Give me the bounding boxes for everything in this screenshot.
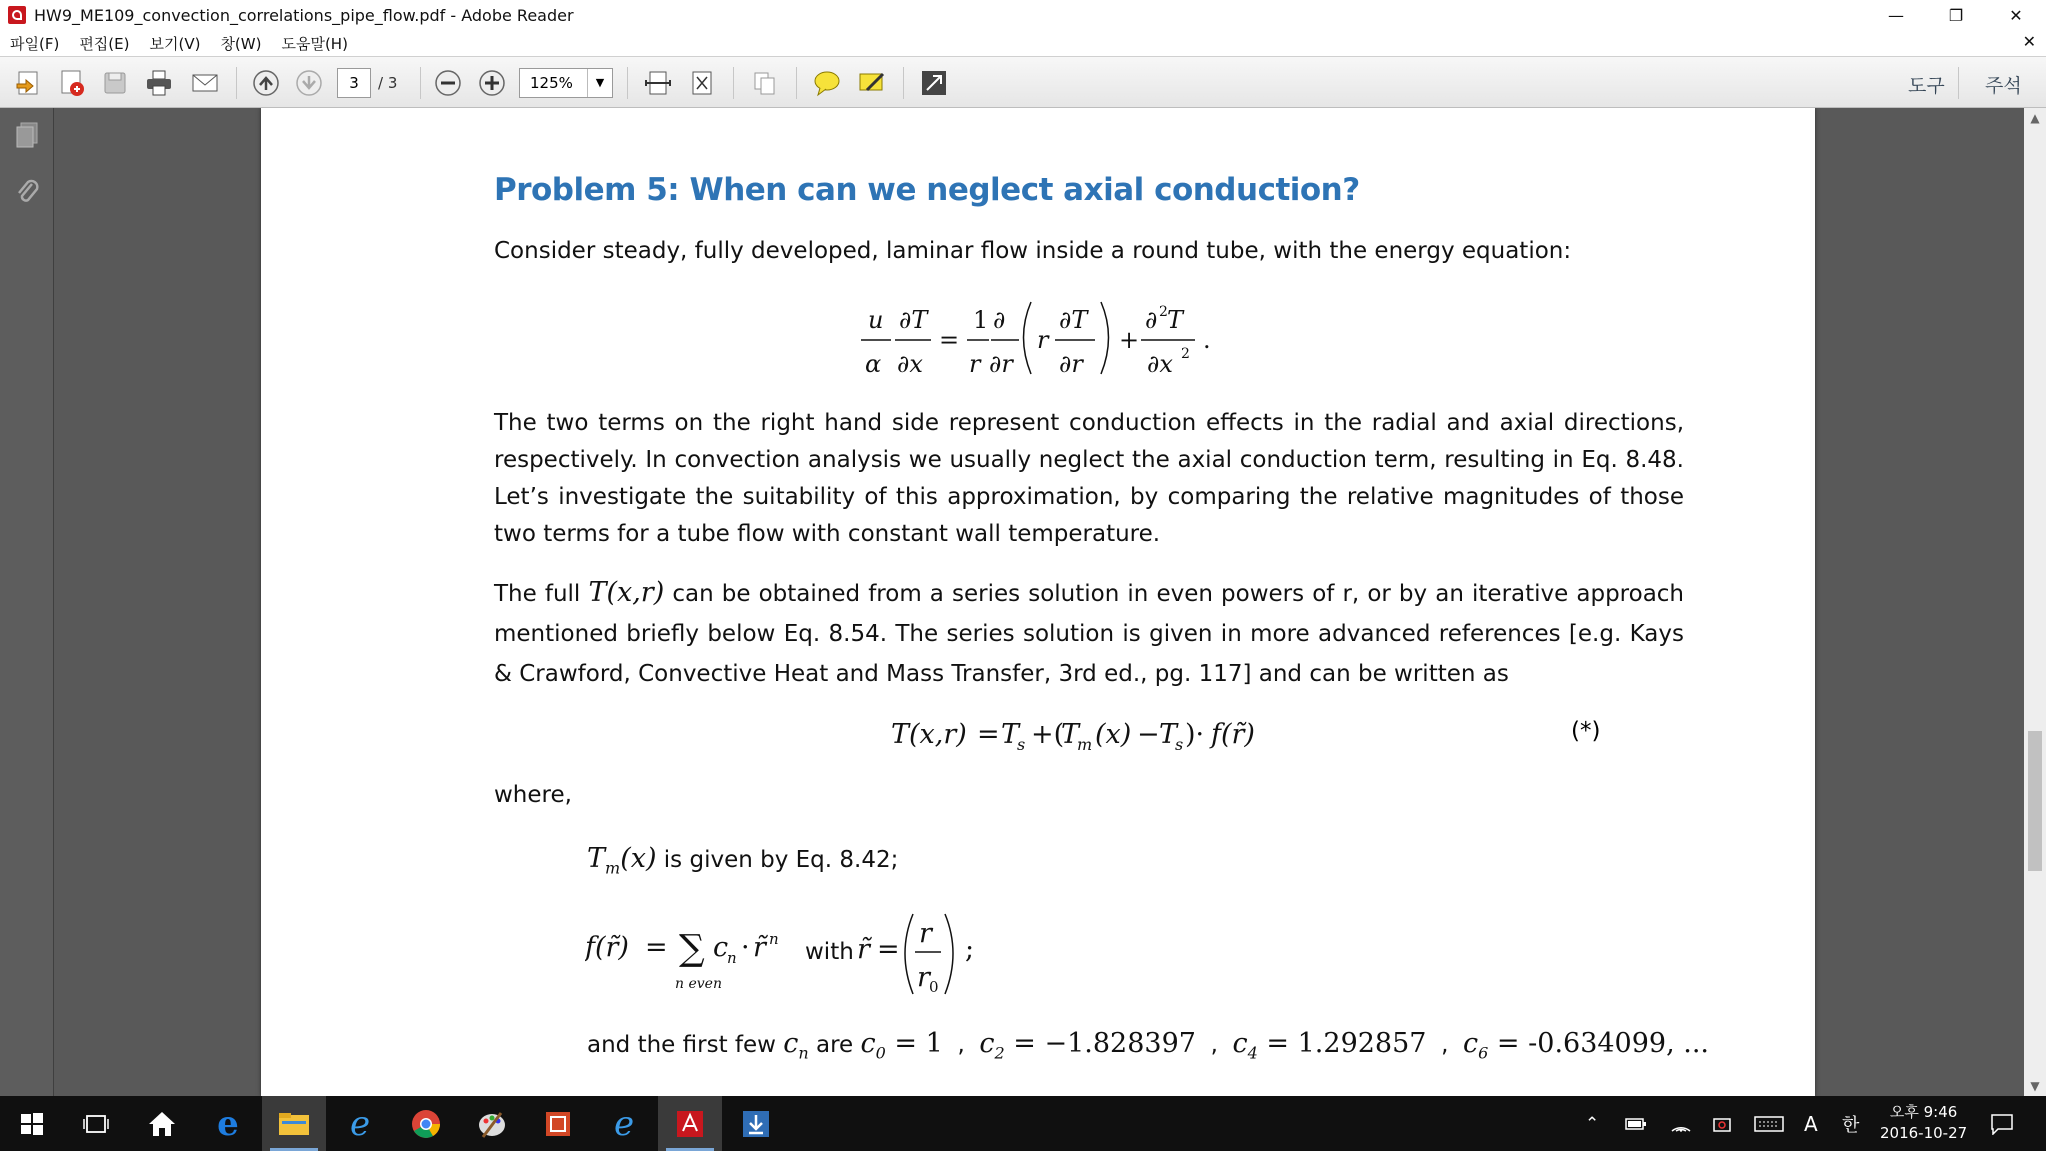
svg-text:r: r [1037, 326, 1049, 354]
clock-date: 2016-10-27 [1880, 1124, 1968, 1142]
ie-icon-2[interactable]: e [613, 1103, 635, 1144]
svg-text:∂r: ∂r [989, 350, 1013, 378]
svg-text:;: ; [965, 934, 975, 965]
next-page-icon[interactable] [292, 66, 326, 100]
downloads-icon[interactable] [724, 1096, 788, 1151]
svg-text:u: u [868, 306, 884, 334]
svg-text:r: r [969, 350, 981, 378]
navigation-pane [0, 108, 54, 1096]
zoom-in-icon[interactable] [475, 66, 509, 100]
energy-equation [861, 292, 1301, 386]
chrome-icon[interactable] [394, 1096, 458, 1151]
comment-button[interactable]: 주석 [1985, 75, 2022, 97]
previous-page-icon[interactable] [249, 66, 283, 100]
fit-page-icon[interactable] [685, 66, 719, 100]
svg-text:∂r: ∂r [1059, 350, 1083, 378]
svg-text:T(x,r): T(x,r) [891, 719, 967, 750]
full-screen-icon[interactable] [917, 66, 951, 100]
intro-paragraph: Consider steady, fully developed, laminar flow inside a round tube, with the energy equation: [494, 238, 1572, 264]
svg-text:∂x: ∂x [1147, 350, 1173, 378]
svg-text:T: T [1061, 719, 1080, 750]
chevron-down-icon[interactable]: ▼ [587, 69, 612, 97]
svg-text:0: 0 [929, 978, 939, 996]
svg-text:f(r̃): f(r̃) [585, 932, 629, 963]
svg-text:T: T [1001, 719, 1020, 750]
svg-text:=: = [645, 932, 668, 963]
minimize-button[interactable]: — [1888, 5, 1904, 25]
svg-text:1: 1 [973, 306, 989, 334]
equation-label: (*) [1571, 718, 1601, 744]
toolbar [0, 56, 2046, 108]
attachments-icon[interactable] [12, 176, 42, 206]
file-explorer-icon[interactable] [262, 1096, 326, 1151]
svg-text:=: = [939, 326, 960, 354]
save-icon[interactable] [98, 66, 132, 100]
page-thumbnails-icon[interactable] [12, 120, 42, 150]
taskbar [0, 1096, 2046, 1151]
adobe-reader-icon [8, 6, 26, 24]
edge-browser-icon[interactable]: e [217, 1103, 239, 1144]
series-text-a: The full [494, 581, 581, 607]
c6-value: -0.634099, ... [1528, 1028, 1710, 1059]
menu-help[interactable]: 도움말(H) [281, 34, 348, 53]
series-paragraph [494, 573, 1684, 694]
series-text-b: can be obtained from a series solution in even powers of r, or by an iterative approach mentioned briefly below Eq. 8.54. The series solution is given in more advanced references [e.g. Kays & Crawford, Convective Heat and Mass Transfer, 3rd ed., pg. 117] and can be written as [494, 581, 1685, 687]
svg-text:+: + [1119, 326, 1140, 354]
r-tilde-definition [857, 908, 1007, 1002]
svg-text:r̃: r̃ [753, 932, 766, 963]
scroll-up-icon[interactable]: ▲ [2030, 111, 2040, 125]
svg-text:=: = [877, 934, 900, 965]
svg-text:m: m [1077, 735, 1093, 754]
svg-text:)·: )· [1185, 719, 1205, 750]
acrobat-reader-taskbar-icon[interactable] [658, 1096, 722, 1151]
camera-icon[interactable] [1712, 1096, 1732, 1151]
svg-text:∂: ∂ [993, 306, 1006, 334]
ime-mode-han[interactable]: 한 [1842, 1114, 1860, 1136]
taskbar-clock[interactable] [1880, 1102, 1967, 1144]
pdf-page [261, 108, 1815, 1096]
highlight-icon[interactable] [855, 66, 889, 100]
svg-text:=: = [977, 719, 1000, 750]
menu-edit[interactable]: 편집(E) [79, 34, 130, 53]
show-hidden-icons-icon[interactable]: ⌃ [1585, 1113, 1600, 1134]
tm-text: is given by Eq. 8.42; [663, 847, 899, 873]
svg-text:s: s [1175, 735, 1184, 754]
series-equation [891, 708, 1311, 762]
email-icon[interactable] [188, 66, 222, 100]
paint-icon[interactable] [460, 1096, 524, 1151]
tools-button[interactable]: 도구 [1908, 75, 1945, 97]
svg-text:+(: +( [1031, 719, 1065, 750]
menu-window[interactable]: 창(W) [220, 34, 262, 53]
copy-icon[interactable] [748, 66, 782, 100]
coefficients-line: and the first few $c_n$ are $c_0 = 1$ , $c_2 = -1.828397$ , $c_4 = 1.292857$ , $c_6 = -0.634099$, ... [587, 1028, 1710, 1063]
svg-text:α: α [865, 350, 882, 378]
wifi-icon[interactable] [1670, 1096, 1692, 1151]
svg-text:r: r [917, 962, 930, 993]
svg-text:s: s [1017, 735, 1026, 754]
scroll-down-icon[interactable]: ▼ [2030, 1079, 2040, 1093]
close-document-icon[interactable]: ✕ [2022, 32, 2036, 51]
close-button[interactable]: ✕ [2009, 5, 2023, 25]
svg-text:−: − [1137, 719, 1160, 750]
create-pdf-icon[interactable] [55, 66, 89, 100]
svg-text:r: r [919, 918, 932, 949]
page-total: / 3 [378, 74, 398, 92]
svg-text:2: 2 [1181, 346, 1190, 362]
svg-text:n: n [769, 930, 779, 948]
clock-time: 오후 9:46 [1889, 1103, 1958, 1121]
svg-text:∑: ∑ [679, 928, 705, 969]
where-label: where, [494, 782, 572, 808]
svg-text:n even: n even [675, 976, 722, 992]
svg-text:T: T [1167, 306, 1184, 334]
home-icon[interactable] [130, 1096, 194, 1151]
start-button[interactable] [0, 1096, 64, 1151]
svg-text:∂T: ∂T [1059, 306, 1088, 334]
document-view[interactable] [54, 108, 2024, 1096]
c0-value: 1 [925, 1028, 943, 1059]
svg-text:∂: ∂ [1145, 306, 1158, 334]
zoom-level: 125% [530, 74, 573, 92]
menu-file[interactable]: 파일(F) [10, 34, 60, 53]
office-app-icon[interactable] [526, 1096, 590, 1151]
with-label: with [805, 939, 854, 965]
tm-definition: $T_m(x)$ is given by Eq. 8.42; [587, 843, 899, 878]
task-view-icon[interactable] [64, 1096, 128, 1151]
fit-width-icon[interactable] [641, 66, 675, 100]
print-icon[interactable] [142, 66, 176, 100]
action-center-icon[interactable] [1990, 1096, 2014, 1151]
svg-text:·: · [741, 932, 750, 963]
internet-explorer-icon[interactable]: e [349, 1103, 371, 1144]
svg-text:2: 2 [1159, 304, 1168, 320]
svg-text:c: c [713, 932, 729, 963]
svg-text:r̃: r̃ [857, 934, 870, 965]
zoom-level-select[interactable] [519, 68, 613, 98]
svg-text:∂x: ∂x [897, 350, 923, 378]
svg-text:f(r̃): f(r̃) [1211, 719, 1255, 750]
page-number-input[interactable]: 3 [337, 68, 371, 98]
terms-paragraph: The two terms on the right hand side represent conduction effects in the radial and axial directions, respectively. In convection analysis we usually neglect the axial conduction term, resulting in Eq. 8.48. Let’s investigate the suitability of this approximation, by comparing the relative magnitudes of those two terms for a tube flow with constant wall temperature. [494, 410, 1684, 547]
svg-text:T: T [1159, 719, 1178, 750]
svg-text:n: n [727, 949, 737, 967]
svg-text:∂T: ∂T [899, 306, 928, 334]
scroll-thumb[interactable] [2028, 731, 2042, 871]
battery-icon[interactable] [1625, 1096, 1647, 1151]
svg-text:.: . [1203, 326, 1211, 354]
open-file-icon[interactable] [12, 66, 46, 100]
comment-icon[interactable] [810, 66, 844, 100]
zoom-out-icon[interactable] [431, 66, 465, 100]
c4-value: 1.292857 [1297, 1028, 1427, 1059]
t-of-x-r: T(x,r) [588, 577, 665, 608]
svg-text:(x): (x) [1095, 719, 1132, 750]
problem-heading: Problem 5: When can we neglect axial conduction? [494, 172, 1360, 208]
title-bar [0, 0, 2046, 30]
menu-view[interactable]: 보기(V) [149, 34, 201, 53]
menu-bar [0, 30, 2046, 56]
c2-value: −1.828397 [1044, 1028, 1196, 1059]
restore-button[interactable]: ❐ [1948, 5, 1964, 25]
ime-mode-a[interactable]: A [1804, 1111, 1818, 1136]
window-title: HW9_ME109_convection_correlations_pipe_flow.pdf - Adobe Reader [34, 5, 574, 25]
keyboard-icon[interactable] [1754, 1096, 1784, 1151]
vertical-scrollbar[interactable] [2024, 108, 2046, 1096]
